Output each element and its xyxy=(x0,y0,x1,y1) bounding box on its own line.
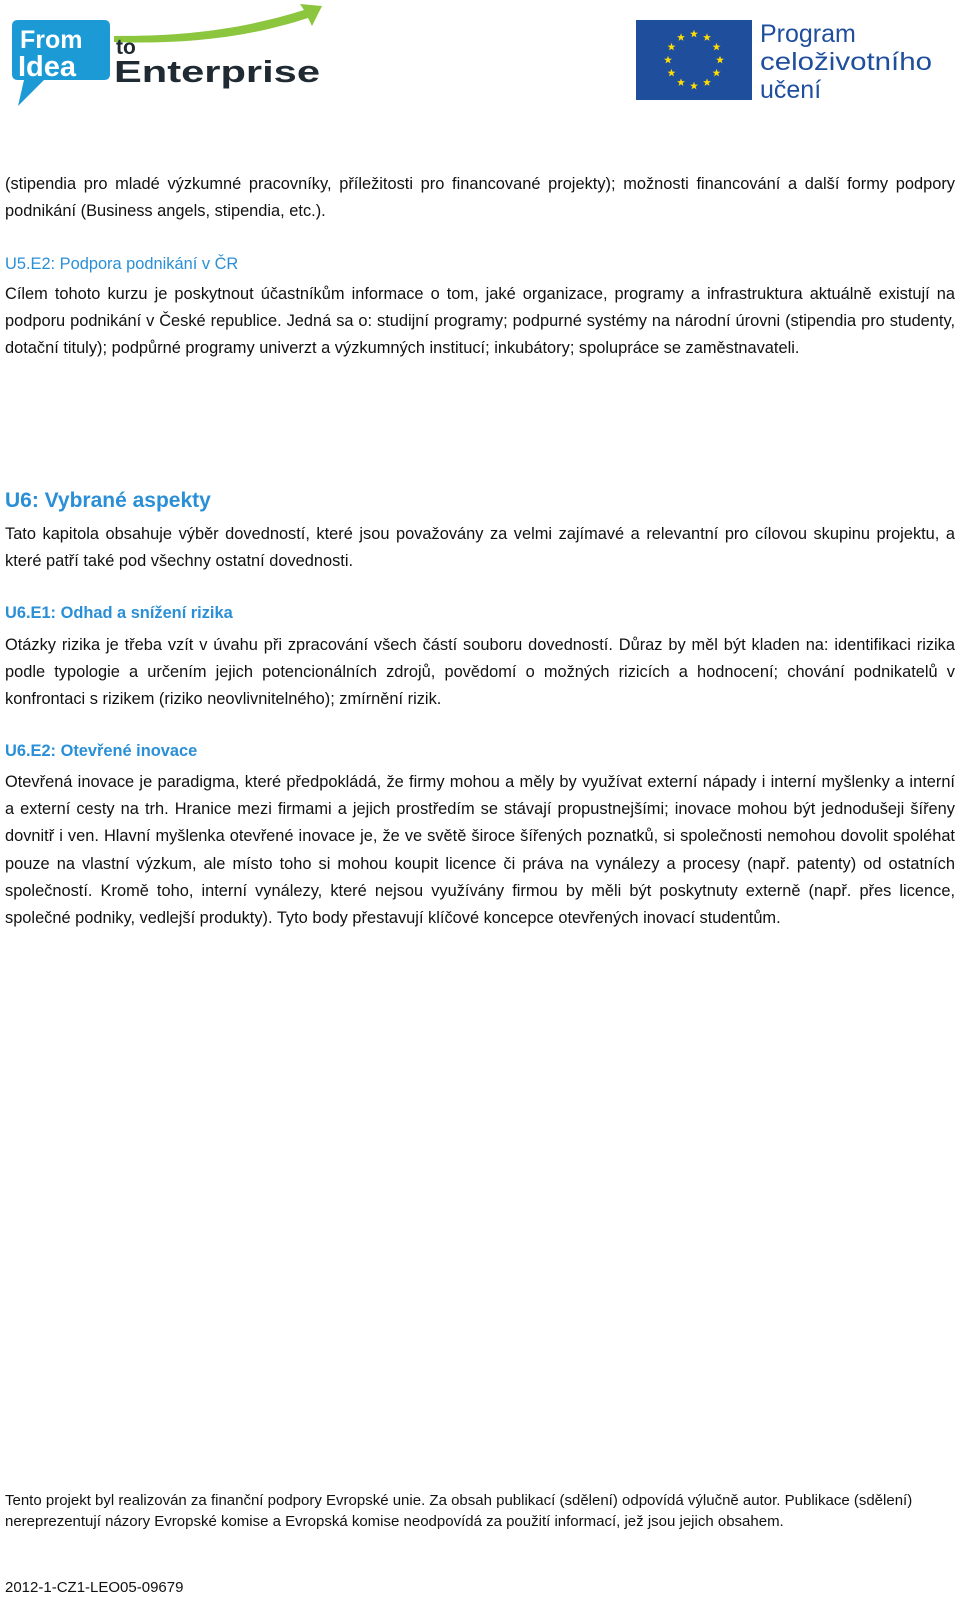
logo-word-from: From xyxy=(20,26,83,54)
program-celozivotniho-uceni-logo xyxy=(636,18,936,104)
section-paragraph-u6: Tato kapitola obsahuje výběr dovedností, které jsou považovány za velmi zajímavé a relevantní pro cílovou skupinu projektu, a které patří také pod všechny ostatní dovednosti. xyxy=(5,525,955,571)
section-heading-u6e2: U6.E2: Otevřené inovace xyxy=(5,742,198,760)
logo-line-uceni: učení xyxy=(760,76,822,104)
green-arrow-shape xyxy=(114,4,322,42)
logo-line-program: Program xyxy=(760,20,856,48)
section-paragraph-u5e2: Cílem tohoto kurzu je poskytnout účastníkům informace o tom, jaké organizace, programy a infrastruktura aktuálně existují na podporu podnikání v České republice. Jedná sa o: studijní programy; podpurné systémy na národní úrovni (stipendia pro studenty, dotační tituly); podpůrné programy univerzt a výzkumných institucí; inkubátory; spolupráce se zaměstnavateli. xyxy=(5,285,955,358)
footer-project-code: 2012-1-CZ1-LEO05-09679 xyxy=(5,1579,184,1596)
intro-paragraph: (stipendia pro mladé výzkumné pracovníky, příležitosti pro financované projekty); možnosti financování a další formy podpory podnikání (Business angels, stipendia, etc.). xyxy=(5,175,955,221)
section-paragraph-u6e2: Otevřená inovace je paradigma, které předpokládá, že firmy mohou a měly by využívat externí nápady i interní myšlenky a interní a externí cesty na trh. Hranice mezi firmami a jejich prostředím se stávají propustnejšími; inovace mohou být jednodušeji šířeny dovnitř i ven. Hlavní myšlenka otevřené inovace je, že ve světě široce šířených poznatků, si společnosti nemohou dovolit spoléhat pouze na vlastní výzkum, ale místo toho si mohou koupit licence či práva na vynálezy a procesy (např. patenty) od ostatních společností. Kromě toho, interní vynálezy, které nejsou využívány firmou by měli být poskytnuty externě (např. přes licence, společné podniky, vedlejší produkty). Tyto body přestavují klíčové koncepce otevřených inovací studentům. xyxy=(5,773,955,928)
logo-word-enterprise: Enterprise xyxy=(114,54,320,89)
footer-disclaimer: Tento projekt byl realizován za finanční podpory Evropské unie. Za obsah publikací (sdělení) odpovídá výlučně autor. Publikace (sdělení) nereprezentují názory Evropské komise a Evropská komise neodpovídá za použití informací, jež jsou jejich obsahem. xyxy=(5,1492,913,1530)
from-idea-to-enterprise-logo xyxy=(4,2,324,108)
section-heading-u6: U6: Vybrané aspekty xyxy=(5,489,211,512)
logo-word-idea: Idea xyxy=(18,51,77,83)
section-heading-u5e2: U5.E2: Podpora podnikání v ČR xyxy=(5,255,239,273)
section-paragraph-u6e1: Otázky rizika je třeba vzít v úvahu při zpracování všech částí souboru dovedností. Důraz by měl být kladen na: identifikaci rizika podle typologie a určením jejich potencionálních zdrojů, povědomí o možných rizicích a hodnocení; chování podnikatelů v konfrontaci s rizikem (riziko neovlivnitelného); zmírnění rizik. xyxy=(5,636,955,709)
logo-line-celozivotniho: celoživotního xyxy=(760,48,932,76)
logo-word-to: to xyxy=(116,36,136,59)
section-heading-u6e1: U6.E1: Odhad a snížení rizika xyxy=(5,604,233,622)
